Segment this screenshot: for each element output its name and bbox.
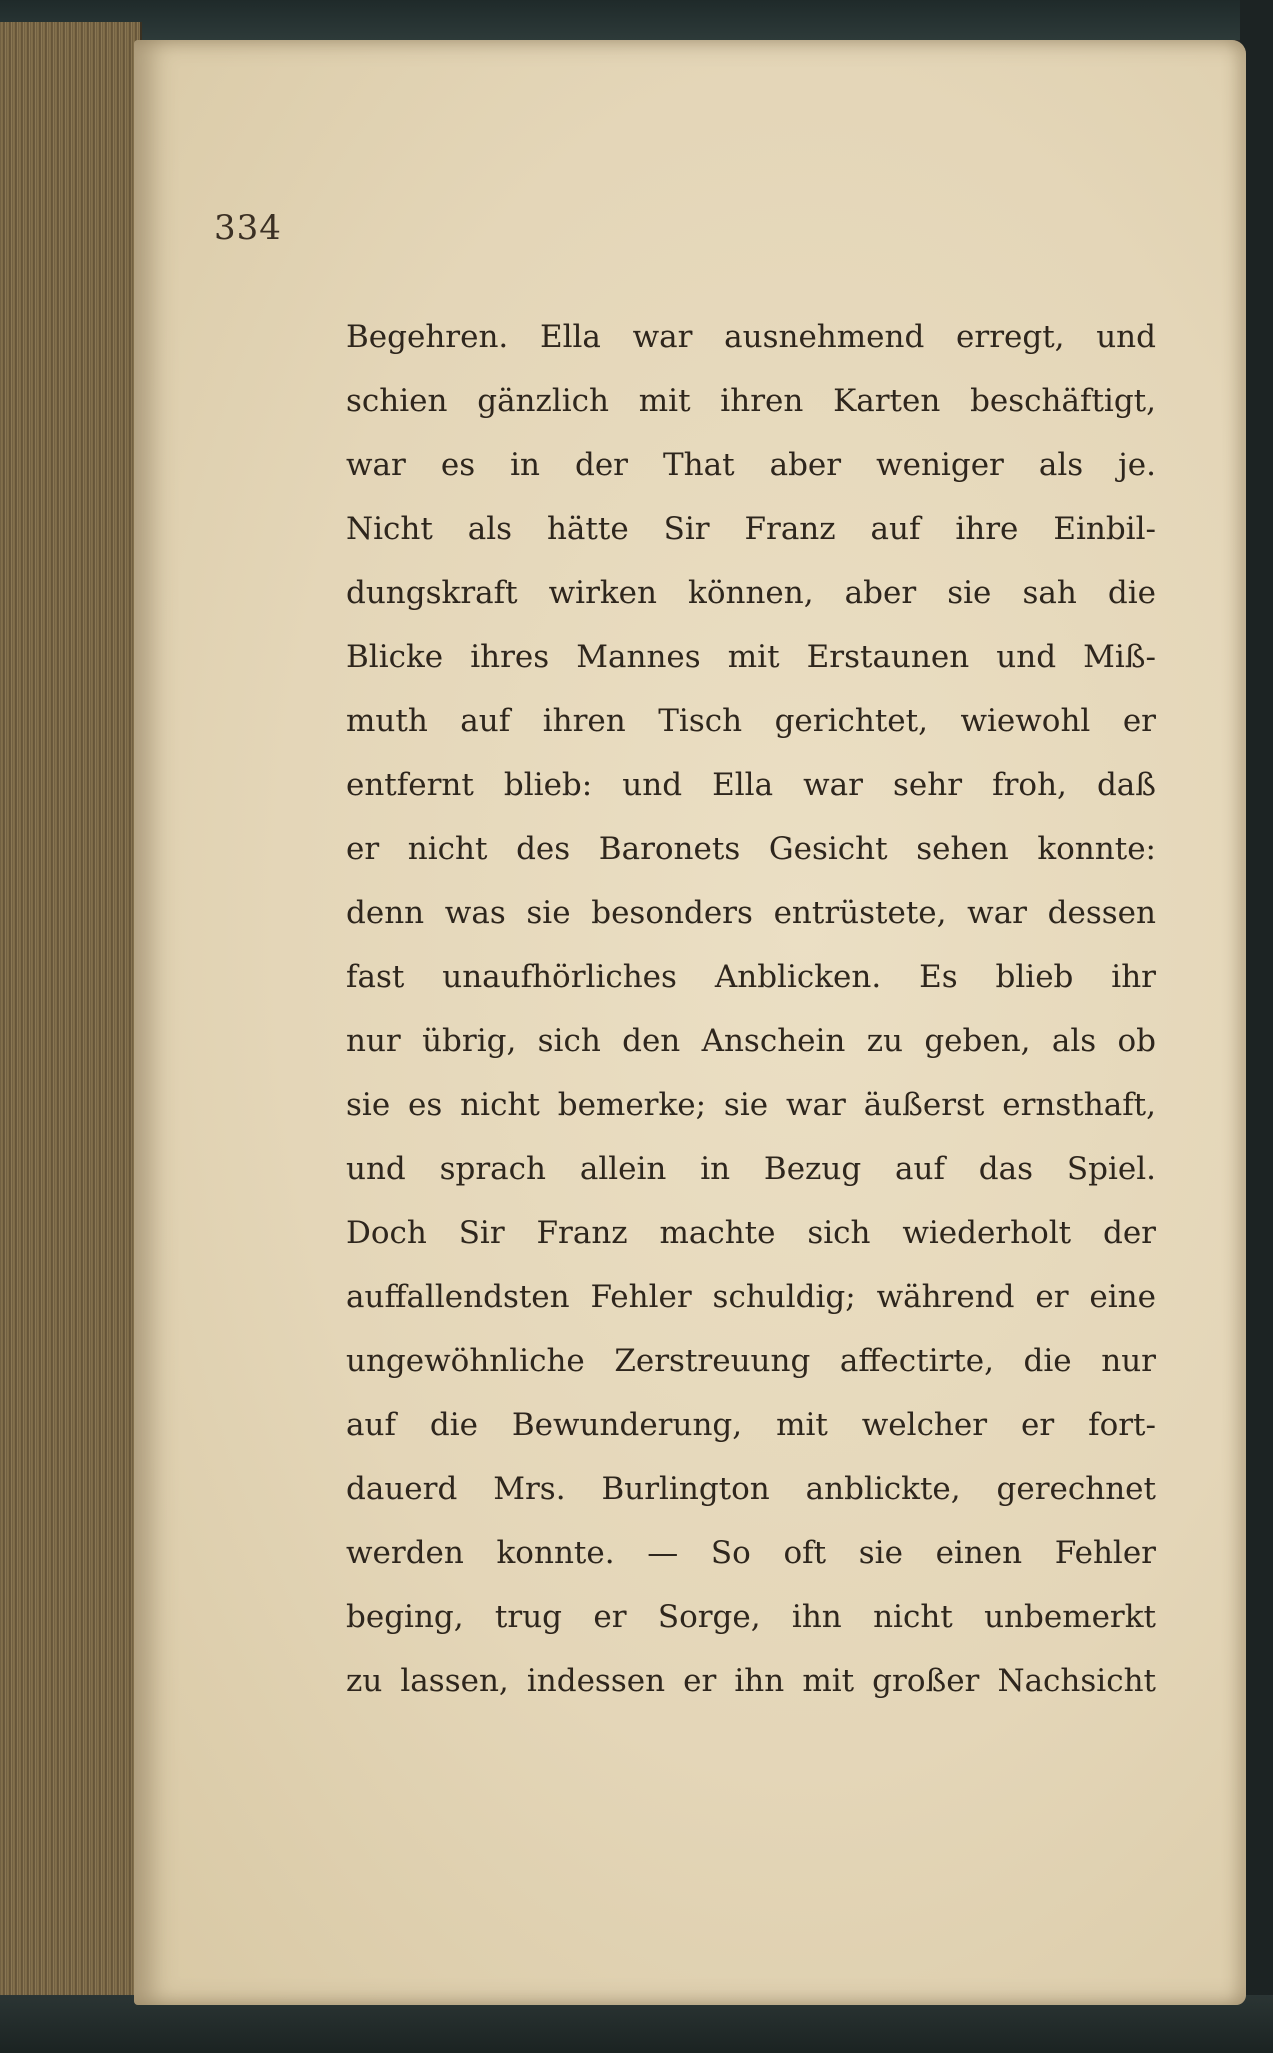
text-line: Blicke ihres Mannes mit Erstaunen und Miß- [346,639,1156,675]
text-line: dauerd Mrs. Burlington anblickte, gerechnet [346,1471,1156,1507]
text-line: war es in der That aber weniger als je. [346,447,1156,483]
text-line: und sprach allein in Bezug auf das Spiel. [346,1151,1156,1187]
text-line: muth auf ihren Tisch gerichtet, wiewohl er [346,703,1156,739]
text-line: schien gänzlich mit ihren Karten beschäftigt, [346,383,1156,419]
text-line: werden konnte. — So oft sie einen Fehler [346,1535,1156,1571]
text-line: Begehren. Ella war ausnehmend erregt, und [346,319,1156,355]
page-number: 334 [214,208,282,248]
text-line: Nicht als hätte Sir Franz auf ihre Einbil- [346,511,1156,547]
scan-top-border [0,0,1273,40]
text-line: auffallendsten Fehler schuldig; während er eine [346,1279,1156,1315]
text-line: zu lassen, indessen er ihn mit großer Nachsicht [346,1663,1156,1699]
text-line: beging, trug er Sorge, ihn nicht unbemerkt [346,1599,1156,1635]
book-page-edges [0,22,142,2012]
text-line: fast unaufhörliches Anblicken. Es blieb ihr [346,959,1156,995]
text-line: dungskraft wirken können, aber sie sah die [346,575,1156,611]
page-body-text [346,305,1156,1713]
text-line: sie es nicht bemerke; sie war äußerst ernsthaft, [346,1087,1156,1123]
text-line: nur übrig, sich den Anschein zu geben, als ob [346,1023,1156,1059]
text-line: ungewöhnliche Zerstreuung affectirte, die nur [346,1343,1156,1379]
text-line: denn was sie besonders entrüstete, war dessen [346,895,1156,931]
text-line: entfernt blieb: und Ella war sehr froh, daß [346,767,1156,803]
text-line: auf die Bewunderung, mit welcher er fort- [346,1407,1156,1443]
text-line: er nicht des Baronets Gesicht sehen konnte: [346,831,1156,867]
text-line: Doch Sir Franz machte sich wiederholt der [346,1215,1156,1251]
